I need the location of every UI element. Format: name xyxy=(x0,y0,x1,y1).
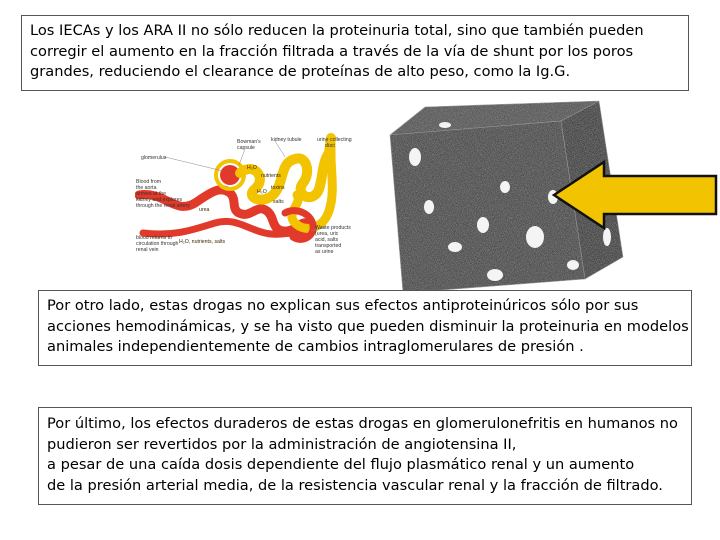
label-kidney-tubule: kidney tubule xyxy=(271,137,302,143)
text-line: animales independientemente de cambios intraglomerulares de presión . xyxy=(47,338,584,355)
label-salts: salts xyxy=(273,199,284,205)
text-line: a pesar de una caída dosis dependiente del flujo plasmático renal y un aumento xyxy=(47,456,635,473)
label-urine-collecting: urine collecting xyxy=(317,137,352,143)
label-h2o: H₂O xyxy=(247,165,257,171)
svg-text:acid, salts: acid, salts xyxy=(315,237,339,243)
svg-text:as urine: as urine xyxy=(315,249,334,255)
text-line: Los IECAs y los ARA II no sólo reducen la proteinuria total, sino que también pueden xyxy=(30,22,644,39)
label-waste-products xyxy=(315,225,351,255)
hemodynamic-text-box xyxy=(38,290,692,366)
label-urea: urea xyxy=(199,207,210,213)
svg-text:blood returns to: blood returns to xyxy=(136,235,173,241)
svg-text:arrives at the: arrives at the xyxy=(136,191,166,197)
intro-text-box xyxy=(21,15,689,91)
svg-text:Blood from: Blood from xyxy=(136,179,162,185)
text-line: Por otro lado, estas drogas no explican sus efectos antiproteinúricos sólo por sus xyxy=(47,297,639,314)
svg-text:Waste products: Waste products xyxy=(315,225,351,231)
text-line: Por último, los efectos duraderos de estas drogas en glomerulonefritis en humanos no xyxy=(47,415,678,432)
label-capsule: capsule xyxy=(237,145,255,151)
svg-text:circulation through: circulation through xyxy=(136,241,179,247)
svg-text:kidney and explores: kidney and explores xyxy=(136,197,183,203)
label-toxins: toxins xyxy=(271,185,285,191)
label-bowman: Bowman's xyxy=(237,139,261,145)
label-h2o-2: H₂O xyxy=(257,189,267,195)
text-line: corregir el aumento en la fracción filtrada a través de la vía de shunt por los poros xyxy=(30,42,634,60)
text-line: grandes, reduciendo el clearance de proteínas de alto peso, como la Ig.G. xyxy=(30,63,571,80)
svg-text:renal vein: renal vein xyxy=(136,247,159,253)
svg-text:through the renal artery: through the renal artery xyxy=(136,203,190,209)
label-bottom-inner: H₂O, nutrients, salts xyxy=(179,239,226,245)
text-line: pudieron ser revertidos por la administración de angiotensina II, xyxy=(47,435,517,453)
svg-text:(urea, uric: (urea, uric xyxy=(315,231,339,237)
pointer-arrow xyxy=(550,160,720,230)
text-line: acciones hemodinámicas, y se ha visto que pueden disminuir la proteinuria en modelos xyxy=(47,317,689,335)
label-duct: duct xyxy=(325,143,335,149)
effects-text-box xyxy=(38,407,692,505)
label-glomerulus: glomerulus xyxy=(141,155,167,161)
svg-text:transported: transported xyxy=(315,243,342,249)
label-blood-return xyxy=(136,235,179,253)
label-blood-from xyxy=(136,179,190,209)
svg-text:the aorta: the aorta xyxy=(136,185,157,191)
label-nutrients: nutrients xyxy=(261,173,281,179)
text-line: de la presión arterial media, de la resistencia vascular renal y la fracción de filtrado. xyxy=(47,476,663,494)
nephron-diagram xyxy=(135,133,365,263)
